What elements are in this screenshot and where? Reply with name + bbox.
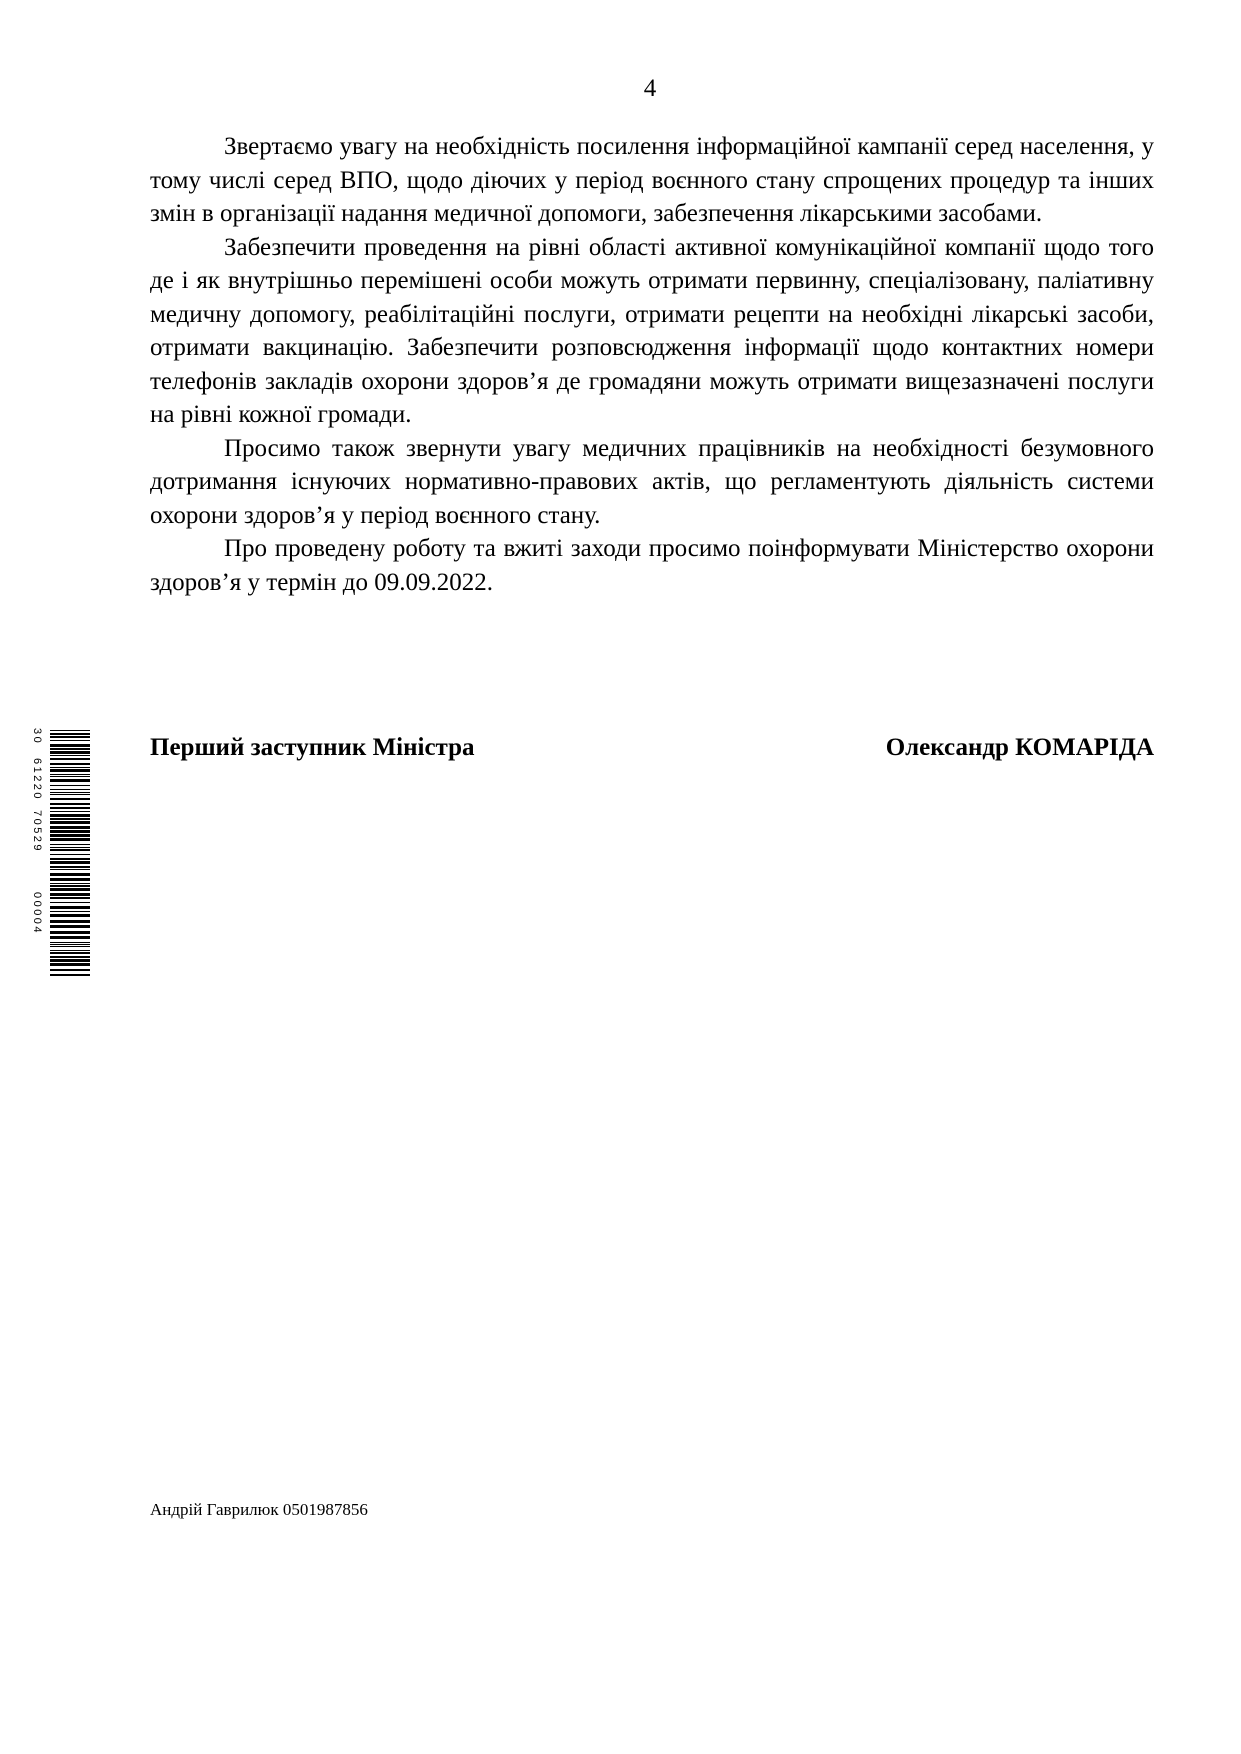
barcode-bar	[50, 758, 90, 760]
barcode-bar	[50, 798, 90, 800]
barcode-digit: 0	[31, 892, 43, 899]
barcode-bar	[50, 838, 90, 841]
barcode-digit: 7	[31, 810, 43, 817]
signatory-name: Олександр КОМАРІДА	[885, 734, 1154, 761]
barcode-bar	[50, 834, 90, 837]
barcode-bar	[50, 767, 90, 768]
barcode-bar	[50, 847, 90, 848]
barcode-bar	[50, 869, 90, 870]
barcode-bar	[50, 959, 90, 962]
barcode-bar	[50, 779, 90, 782]
document-barcode	[30, 726, 94, 982]
barcode-bar	[50, 774, 90, 775]
barcode-bar	[50, 858, 90, 860]
barcode-digit: 3	[31, 728, 43, 735]
barcode-bar	[50, 914, 90, 917]
signatory-position: Перший заступник Міністра	[150, 734, 475, 761]
barcode-bar	[50, 769, 90, 772]
barcode-bar	[50, 794, 90, 795]
barcode-digit: 0	[31, 909, 43, 916]
barcode-bar	[50, 931, 90, 934]
barcode-digit: 0	[31, 900, 43, 907]
barcode-bar	[50, 885, 90, 887]
barcode-digit: 9	[31, 844, 43, 851]
barcode-digit: 0	[31, 736, 43, 743]
barcode-bar	[50, 844, 90, 845]
barcode-digit: 2	[31, 775, 43, 782]
barcode-bar	[50, 963, 90, 966]
barcode-digit: 0	[31, 818, 43, 825]
barcode-bar	[50, 906, 90, 909]
barcode-bar	[50, 888, 90, 891]
barcode-bar	[50, 942, 90, 943]
barcode-bar	[50, 902, 90, 903]
letter-body	[150, 130, 1154, 599]
barcode-digit: 6	[31, 758, 43, 765]
barcode-bar	[50, 897, 90, 899]
barcode-digit: 2	[31, 783, 43, 790]
barcode-bar	[50, 744, 90, 747]
barcode-bar	[50, 854, 90, 855]
barcode-bar	[50, 830, 90, 833]
barcode-bar	[50, 849, 90, 851]
barcode-bar	[50, 920, 90, 923]
barcode-digit: 5	[31, 827, 43, 834]
executor-contact: Андрій Гаврилюк 0501987856	[150, 1500, 368, 1519]
barcode-bar	[50, 776, 90, 777]
barcode-bar	[50, 755, 90, 756]
barcode-bar	[50, 826, 90, 829]
barcode-bar	[50, 789, 90, 790]
barcode-bar	[50, 974, 90, 976]
barcode-bar	[50, 803, 90, 805]
paragraph-info-campaign: Звертаємо увагу на необхідність посилення інформаційної кампанії серед населення, у тому числі серед ВПО, щодо діючих у період воєнного стану спрощених процедур та інших змін в організації надання медичної допомоги, забезпечення лікарськими засобами.	[150, 133, 1154, 227]
barcode-digit: 2	[31, 835, 43, 842]
barcode-bar	[50, 944, 90, 945]
barcode-bar	[50, 878, 90, 881]
barcode-bar	[50, 969, 90, 971]
barcode-digit: 0	[31, 917, 43, 924]
barcode-bar	[50, 950, 90, 951]
paragraph-communication-campaign: Забезпечити проведення на рівні області активної комунікаційної компанії щодо того де і як внутрішньо перемішені особи можуть отримати первинну, спеціалізовану, паліативну медичну допомогу, реабілітаційні послуги, отримати рецепти на необхідні лікарські засоби, отримати вакцинацію. Забезпечити розповсюдження інформації щодо контактних номери телефонів закладів охорони здоров’я де громадяни можуть отримати вищезазначені послуги на рівні кожної громади.	[150, 233, 1154, 428]
barcode-bar	[50, 736, 90, 738]
barcode-bar	[50, 748, 90, 750]
barcode-bars	[50, 730, 90, 976]
barcode-bar	[50, 730, 90, 731]
barcode-bar	[50, 946, 90, 947]
page-number: 4	[643, 75, 657, 102]
paragraph-medical-workers: Просимо також звернути увагу медичних працівників на необхідності безумовного дотримання існуючих нормативно-правових актів, що регламентують діяльність системи охорони здоров’я у період воєнного стану.	[150, 434, 1154, 529]
barcode-digits	[31, 728, 43, 933]
barcode-bar	[50, 785, 90, 786]
barcode-bar	[50, 807, 90, 809]
barcode-bar	[50, 814, 90, 817]
barcode-bar	[50, 925, 90, 928]
barcode-bar	[50, 861, 90, 864]
barcode-bar	[50, 883, 90, 884]
barcode-bar	[50, 821, 90, 824]
barcode-bar	[50, 866, 90, 868]
barcode-bar	[50, 818, 90, 820]
barcode-bar	[50, 956, 90, 958]
barcode-bar	[50, 952, 90, 954]
barcode-bar	[50, 733, 90, 735]
barcode-bar	[50, 936, 90, 939]
barcode-bar	[50, 740, 90, 741]
barcode-bar	[50, 911, 90, 912]
barcode-digit: 0	[31, 792, 43, 799]
barcode-bar	[50, 811, 90, 812]
barcode-bar	[50, 873, 90, 876]
barcode-bar	[50, 751, 90, 754]
barcode-bar	[50, 763, 90, 765]
paragraph-report-deadline: Про проведену роботу та вжиті заходи просимо поінформувати Міністерство охорони здоров’я у термін до 09.09.2022.	[150, 535, 1154, 596]
barcode-digit: 1	[31, 766, 43, 773]
barcode-bar	[50, 792, 90, 793]
barcode-digit: 4	[31, 926, 43, 933]
barcode-bar	[50, 893, 90, 896]
